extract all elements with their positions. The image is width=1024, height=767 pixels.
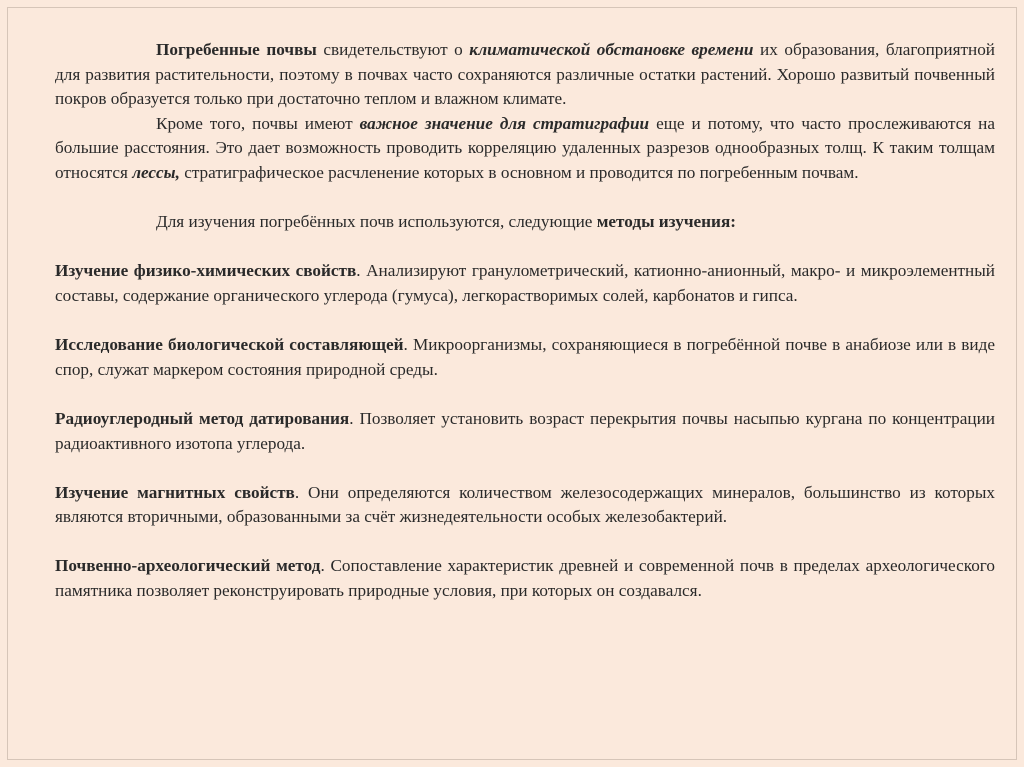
spacer	[55, 382, 995, 407]
emphasis-loess: лессы,	[132, 162, 180, 182]
term-buried-soils: Погребенные почвы	[156, 40, 317, 59]
paragraph-buried-soils	[55, 38, 995, 112]
method-title: Изучение физико-химических свойств	[55, 261, 357, 281]
emphasis-stratigraphy: важное значение для стратиграфии	[359, 113, 650, 133]
term-methods: методы изучения:	[596, 212, 736, 232]
spacer	[55, 456, 995, 481]
spacer	[55, 309, 995, 334]
paragraph-text: их образования, благоприятной для развития растительности, поэтому в почвах часто сохраняются различные остатки растений. Хорошо развитый почвенный покров образуется только при достаточно теплом и влажном климате.	[55, 40, 995, 109]
method-text: . Сопоставление характеристик древней и современной почв в пределах археологического памятника позволяет реконструировать природные условия, при которых он создавался.	[55, 556, 996, 601]
method-physico-chemical	[55, 259, 995, 308]
method-text: . Они определяются количеством железосодержащих минералов, большинство из которых являются вторичными, образованными за счёт жизнедеятельности особых железобактерий.	[55, 482, 995, 527]
paragraph-methods-intro	[55, 210, 995, 235]
paragraph-text: стратиграфическое расчленение которых в основном и проводится по погребенным почвам.	[179, 162, 859, 182]
method-biological	[55, 333, 995, 382]
method-radiocarbon	[55, 407, 995, 456]
method-magnetic	[55, 481, 995, 530]
paragraph-text: свидетельствуют о	[316, 40, 470, 59]
method-text: . Позволяет установить возраст перекрытия почвы насыпью кургана по концентрации радиоактивного изотопа углерода.	[55, 408, 995, 453]
method-soil-archaeological	[55, 554, 995, 603]
paragraph-text: еще и потому, что часто прослеживаются на большие расстояния. Это дает возможность проводить корреляцию удаленных разрезов однообразных толщ. К таким толщам относятся	[55, 113, 996, 182]
emphasis-climate: климатической обстановке времени	[469, 40, 754, 59]
method-title: Радиоуглеродный метод датирования	[55, 408, 350, 428]
paragraph-text: Кроме того, почвы имеют	[156, 113, 360, 133]
method-title: Почвенно-археологический метод	[55, 556, 321, 576]
spacer	[55, 235, 995, 260]
paragraph-stratigraphy	[55, 112, 995, 186]
paragraph-text: Для изучения погребённых почв используются, следующие	[156, 212, 597, 232]
spacer	[55, 530, 995, 555]
method-title: Исследование биологической составляющей	[55, 335, 404, 355]
method-title: Изучение магнитных свойств	[55, 482, 295, 502]
method-text: . Анализируют гранулометрический, катионно-анионный, макро- и микроэлементный составы, содержание органического углерода (гумуса), легкорастворимых солей, карбонатов и гипса.	[55, 261, 995, 305]
spacer	[55, 186, 995, 211]
slide-content	[55, 38, 995, 604]
method-text: . Микроорганизмы, сохраняющиеся в погребённой почве в анабиозе или в виде спор, служат маркером состояния природной среды.	[55, 335, 995, 379]
